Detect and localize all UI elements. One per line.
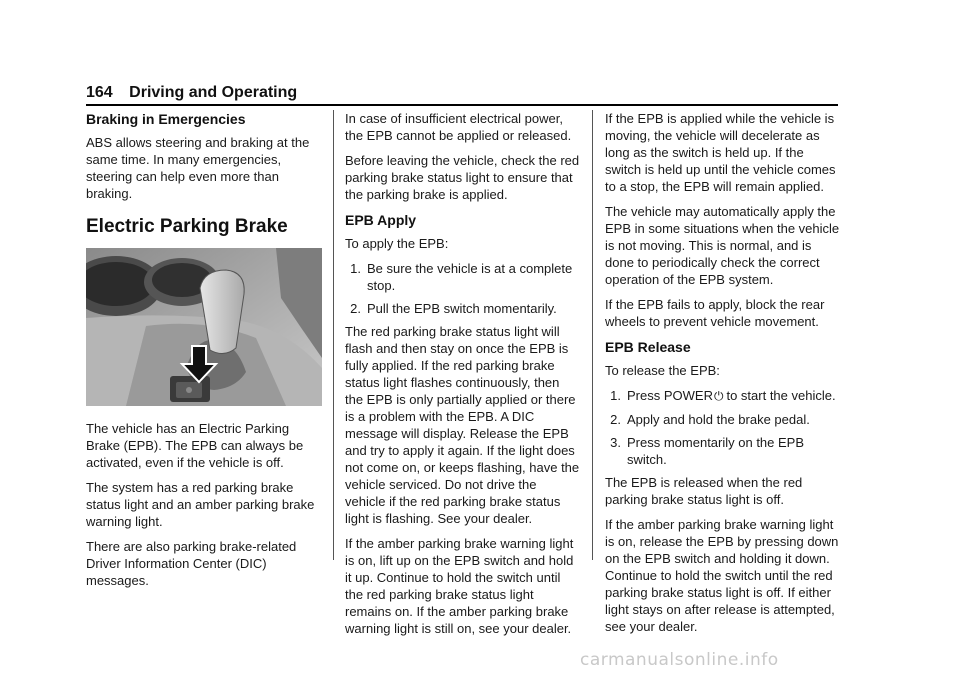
step-text-part: Press POWER xyxy=(627,388,713,403)
heading-epb-apply: EPB Apply xyxy=(345,212,417,228)
column-1 xyxy=(86,110,322,597)
header-rule xyxy=(86,104,838,106)
step-text: Be sure the vehicle is at a complete stop. xyxy=(367,261,573,293)
paragraph: There are also parking brake-related Driver Information Center (DIC) messages. xyxy=(86,539,297,588)
step-number: 2. xyxy=(610,412,621,427)
heading-electric-parking-brake: Electric Parking Brake xyxy=(86,216,288,237)
list-item xyxy=(605,434,843,468)
watermark: carmanualsonline.info xyxy=(580,650,779,670)
step-number: 2. xyxy=(350,301,361,316)
step-text-part: to start the vehicle. xyxy=(726,388,836,403)
column-2 xyxy=(345,110,580,645)
step-number: 1. xyxy=(350,261,361,276)
paragraph: ABS allows steering and braking at the same time. In many emergencies, steering can help even more than braking. xyxy=(86,135,310,201)
list-item xyxy=(605,411,843,428)
paragraph: Before leaving the vehicle, check the red parking brake status light to ensure that the parking brake is applied. xyxy=(345,153,580,202)
column-divider xyxy=(333,110,334,560)
step-text: Pull the EPB switch momentarily. xyxy=(367,301,557,316)
power-icon: ⏻ xyxy=(713,389,724,403)
step-text: Apply and hold the brake pedal. xyxy=(627,412,810,427)
paragraph: If the amber parking brake warning light is on, lift up on the EPB switch and hold it up. Continue to hold the switch until the red parking brake status light remains on. If the amber parking brake warning light is still on, see your dealer. xyxy=(345,536,574,636)
step-text: Press momentarily on the EPB switch. xyxy=(627,435,805,467)
section-title: Driving and Operating xyxy=(129,84,298,101)
heading-braking-emergencies: Braking in Emergencies xyxy=(86,111,246,127)
step-number: 1. xyxy=(610,388,621,403)
paragraph: The red parking brake status light will flash and then stay on once the EPB is fully applied. If the red parking brake status light flashes continuously, then the EPB is only partially applied or there is a problem with the EPB. A DIC message will display. Release the EPB and try to apply it again. If the light does not come on, or keeps flashing, have the vehicle serviced. Do not drive the vehicle if the red parking brake status light is flashing. See your dealer. xyxy=(345,324,580,526)
epb-switch-illustration xyxy=(86,248,322,406)
list-item xyxy=(345,260,580,294)
paragraph: If the EPB fails to apply, block the rear wheels to prevent vehicle movement. xyxy=(605,297,825,329)
paragraph: To apply the EPB: xyxy=(345,236,449,251)
page-number: 164 xyxy=(86,84,113,101)
paragraph: If the amber parking brake warning light is on, release the EPB by pressing down on the EPB switch and holding it down. Continue to hold the switch until the red parking brake status light is off. If either light stays on after release is attempted, see your dealer. xyxy=(605,517,839,634)
step-text xyxy=(627,387,836,405)
paragraph: To release the EPB: xyxy=(605,363,720,378)
heading-epb-release: EPB Release xyxy=(605,339,691,355)
paragraph: The system has a red parking brake status light and an amber parking brake warning light. xyxy=(86,480,315,529)
paragraph: The vehicle may automatically apply the EPB in some situations when the vehicle is not moving. This is normal, and is done to periodically check the correct operation of the EPB system. xyxy=(605,204,840,287)
list-item xyxy=(345,300,580,317)
column-3 xyxy=(605,110,843,643)
step-number: 3. xyxy=(610,435,621,450)
page-header xyxy=(86,84,838,104)
paragraph: The vehicle has an Electric Parking Brake (EPB). The EPB can always be activated, even if the vehicle is off. xyxy=(86,421,304,470)
paragraph: In case of insufficient electrical power, the EPB cannot be applied or released. xyxy=(345,111,572,143)
list-item xyxy=(605,387,843,405)
paragraph: The EPB is released when the red parking brake status light is off. xyxy=(605,475,803,507)
paragraph: If the EPB is applied while the vehicle is moving, the vehicle will decelerate as long as the switch is held up. If the switch is held up until the vehicle comes to a stop, the EPB will remain applied. xyxy=(605,111,836,194)
column-divider xyxy=(592,110,593,560)
